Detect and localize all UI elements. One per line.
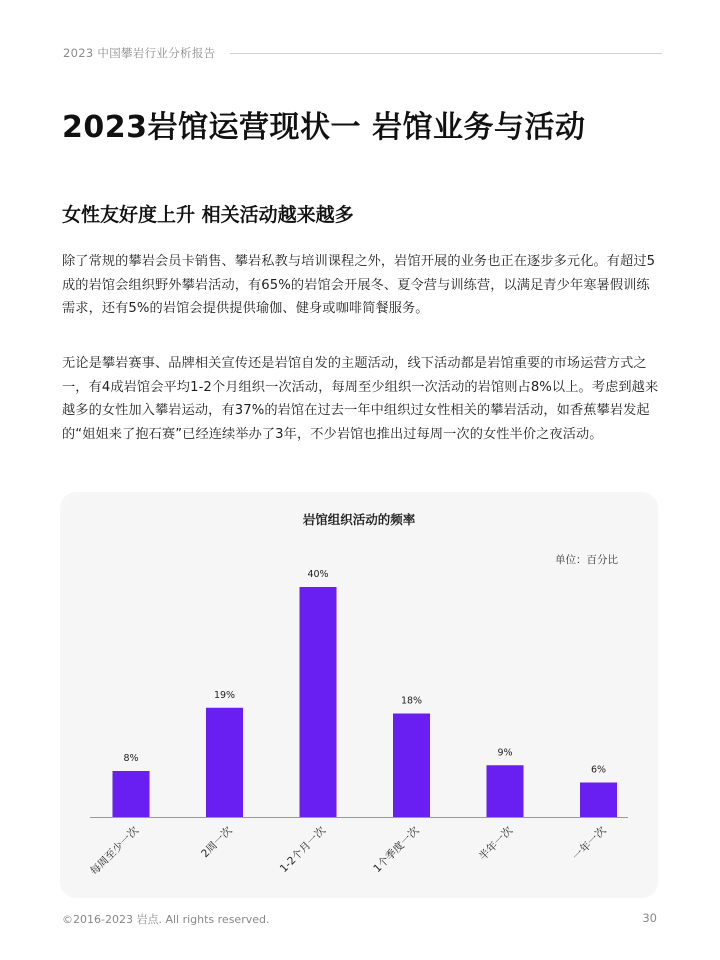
bar-3: [393, 714, 430, 818]
page-title: 2023岩馆运营现状一 岩馆业务与活动: [62, 110, 586, 145]
report-header-title: 2023 中国攀岩行业分析报告: [63, 46, 216, 60]
x-tick-label-3: 1个季度一次: [371, 824, 422, 875]
data-label-5: 6%: [590, 764, 607, 776]
chart-unit-label: 单位：百分比: [555, 554, 618, 566]
data-label-3: 18%: [400, 695, 423, 707]
bar-0: [113, 771, 150, 817]
x-tick-label-4: 半年一次: [476, 824, 516, 863]
data-label-4: 9%: [497, 747, 513, 759]
chart-title: 岩馆组织活动的频率: [302, 512, 416, 527]
body-paragraph-1: 除了常规的攀岩会员卡销售、攀岩私教与培训课程之外，岩馆开展的业务也正在逐步多元化。有超过5成的岩馆会组织野外攀岩活动，有65%的岩馆会开展冬、夏令营与训练营，以满足青少年寒暑假训练需求，还有5%的岩馆会提供提供瑜伽、健身或咖啡简餐服务。: [62, 254, 656, 316]
x-tick-label-5: 一年一次: [570, 824, 609, 863]
section-subtitle: 女性友好度上升 相关活动越来越多: [62, 204, 354, 226]
data-label-0: 8%: [123, 753, 139, 764]
x-tick-label-2: 1-2个月一次: [277, 824, 329, 875]
bar-2: [300, 587, 337, 817]
x-tick-label-1: 2周一次: [199, 824, 235, 861]
bar-chart: [60, 492, 658, 898]
bar-5: [580, 783, 617, 818]
header-divider: [230, 53, 662, 54]
bar-1: [206, 708, 243, 817]
x-tick-label-0: 每周至少一次: [88, 824, 142, 878]
page-number: 30: [642, 911, 657, 925]
footer-copyright: ©2016-2023 岩点. All rights reserved.: [62, 913, 270, 926]
bar-4: [487, 765, 524, 817]
chart-card: [60, 492, 658, 898]
data-label-2: 40%: [307, 569, 329, 580]
data-label-1: 19%: [213, 689, 236, 701]
body-paragraph-2: 无论是攀岩赛事、品牌相关宣传还是岩馆自发的主题活动，线下活动都是岩馆重要的市场运营方式之一，有4成岩馆会平均1-2个月组织一次活动，每周至少组织一次活动的岩馆则占8%以上。考虑到越来越多的女性加入攀岩运动，有37%的岩馆在过去一年中组织过女性相关的攀岩活动，如香蕉攀岩发起的“姐姐来了抱石赛”已经连续举办了3年，不少岩馆也推出过每周一次的女性半价之夜活动。: [62, 356, 659, 442]
